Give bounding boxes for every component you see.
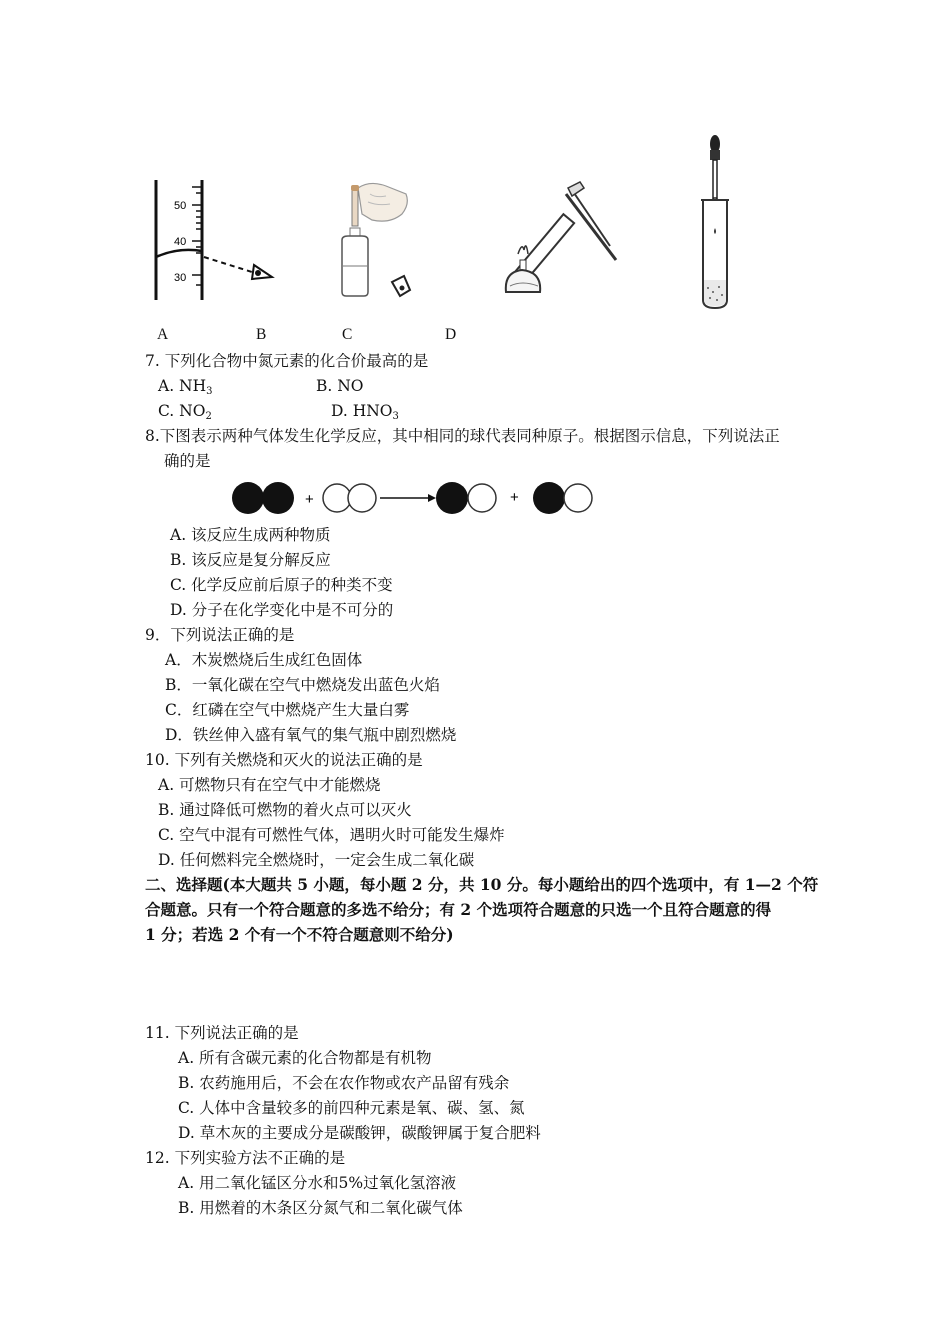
- q11-option-a: A. 所有含碳元素的化合物都是有机物: [178, 1049, 432, 1067]
- q8-stem-line1: 8.下图表示两种气体发生化学反应，其中相同的球代表同种原子。根据图示信息，下列说法正: [145, 427, 780, 445]
- q8-reaction-diagram: [228, 478, 600, 518]
- product-molecule-2: [533, 482, 592, 514]
- q10-option-c: C. 空气中混有可燃性气体，遇明火时可能发生爆炸: [158, 826, 505, 844]
- q7-option-d: D. $HNO_3$: [331, 402, 399, 422]
- q12-option-a: A. 用二氧化锰区分水和5%过氧化氢溶液: [178, 1174, 457, 1192]
- q7-option-b: B. NO: [316, 377, 364, 395]
- q11-stem: 11. 下列说法正确的是: [145, 1024, 299, 1042]
- section2-heading-line3: 1 分；若选 2 个有一个不符合题意则不给分): [145, 925, 454, 944]
- figure-c-heating-test-tube: [498, 180, 623, 305]
- q8-option-c: C. 化学反应前后原子的种类不变: [170, 576, 393, 594]
- eye-icon: [252, 265, 272, 279]
- cylinder-tick-50: 50: [174, 200, 187, 212]
- q10-option-d: D. 任何燃料完全燃烧时，一定会生成二氧化碳: [158, 851, 475, 869]
- product-molecule-1: [436, 482, 496, 514]
- q7-option-c: C. $NO_2$: [158, 402, 212, 422]
- q9-option-b: B．一氧化碳在空气中燃烧发出蓝色火焰: [165, 676, 440, 694]
- q9-option-a: A．木炭燃烧后生成红色固体: [165, 651, 363, 669]
- stopper-icon: [392, 276, 410, 296]
- plus-sign-1: +: [305, 491, 314, 508]
- q9-option-c: C．红磷在空气中燃烧产生大量白雾: [165, 701, 410, 719]
- q7-stem: 7. 下列化合物中氮元素的化合价最高的是: [145, 352, 429, 370]
- q10-stem: 10. 下列有关燃烧和灭火的说法正确的是: [145, 751, 423, 769]
- section2-heading-line2: 合题意。只有一个符合题意的多选不给分；有 2 个选项符合题意的只选一个且符合题意的得: [145, 900, 772, 919]
- q8-option-b: B. 该反应是复分解反应: [170, 551, 331, 569]
- q8-option-d: D. 分子在化学变化中是不可分的: [170, 601, 394, 619]
- section2-heading-line1: 二、选择题(本大题共 5 小题，每小题 2 分，共 10 分。每小题给出的四个选项中，有 1—2 个符: [145, 875, 819, 894]
- q12-stem: 12. 下列实验方法不正确的是: [145, 1149, 346, 1167]
- reaction-arrow-icon: [380, 494, 436, 502]
- figure-label-d: D: [445, 326, 457, 343]
- q11-option-b: B. 农药施用后，不会在农作物或农产品留有残余: [178, 1074, 510, 1092]
- reactant-molecule-white: [323, 484, 376, 512]
- q7-option-a: A. $NH_3$: [158, 377, 213, 397]
- q11-option-c: C. 人体中含量较多的前四种元素是氧、碳、氢、氮: [178, 1099, 525, 1117]
- q8-option-a: A. 该反应生成两种物质: [170, 526, 331, 544]
- q10-option-b: B. 通过降低可燃物的着火点可以灭火: [158, 801, 412, 819]
- figure-label-c: C: [342, 326, 353, 343]
- reactant-molecule-black: [232, 482, 294, 514]
- q8-stem-line2: 确的是: [164, 452, 211, 470]
- q11-option-d: D. 草木灰的主要成分是碳酸钾，碳酸钾属于复合肥料: [178, 1124, 541, 1142]
- plus-sign-2: +: [510, 489, 519, 506]
- figure-label-a: A: [157, 326, 169, 343]
- q9-option-d: D．铁丝伸入盛有氧气的集气瓶中剧烈燃烧: [165, 726, 457, 744]
- figure-a-graduated-cylinder: [148, 175, 278, 305]
- q9-stem: 9．下列说法正确的是: [145, 626, 295, 644]
- figure-d-dropper-test-tube: [695, 130, 735, 310]
- q12-option-b: B. 用燃着的木条区分氮气和二氧化碳气体: [178, 1199, 463, 1217]
- cylinder-tick-30: 30: [174, 272, 187, 284]
- cylinder-tick-40: 40: [174, 236, 187, 248]
- q10-option-a: A. 可燃物只有在空气中才能燃烧: [158, 776, 381, 794]
- figure-label-b: B: [256, 326, 267, 343]
- figure-b-reagent-bottle: [330, 180, 420, 305]
